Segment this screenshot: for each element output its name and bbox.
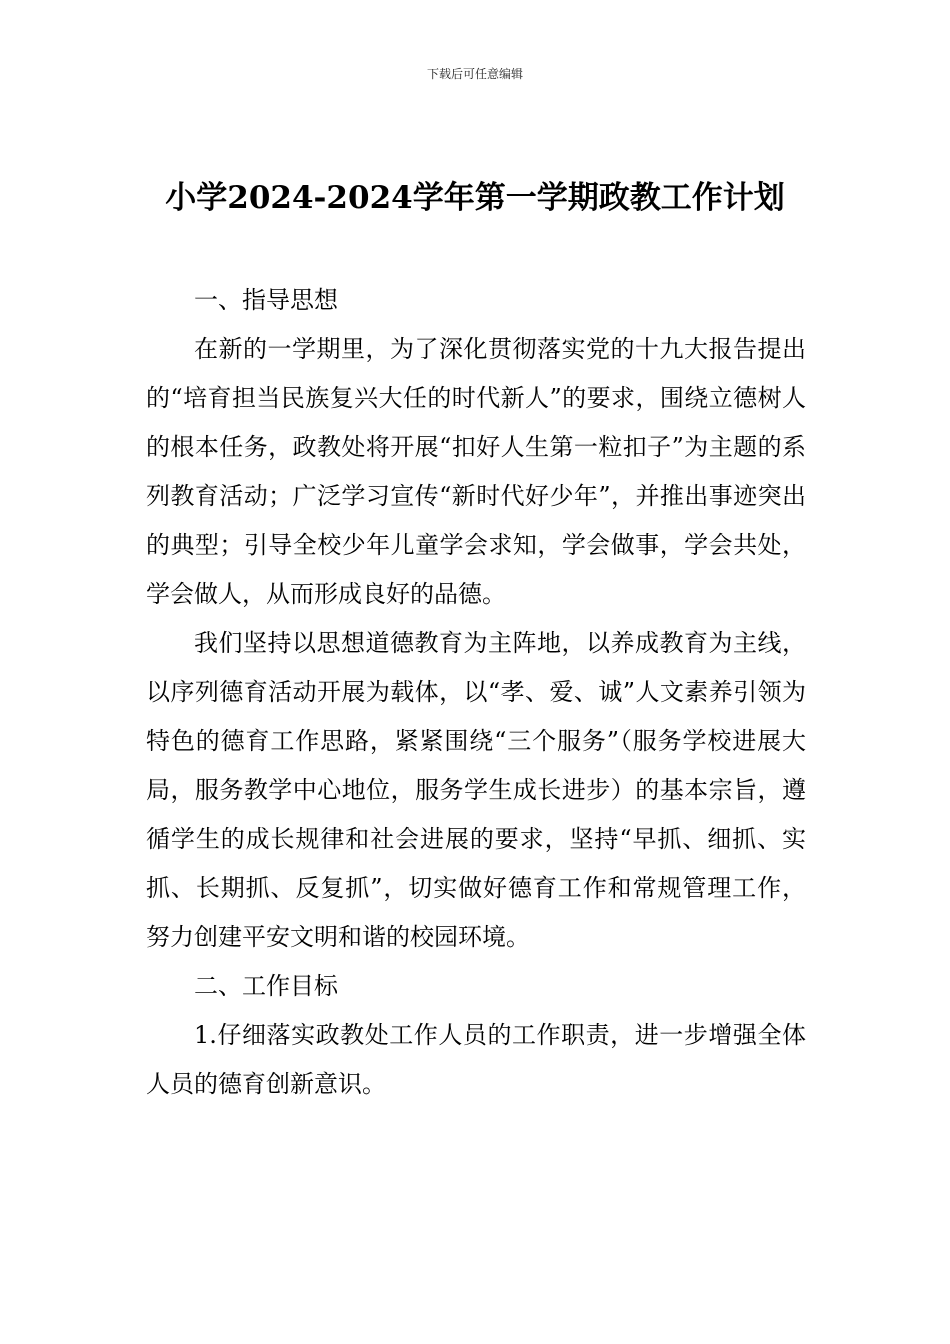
section-heading-work-goals: 二、工作目标	[194, 972, 338, 1000]
section-heading-guiding-ideology: 一、指导思想	[194, 286, 338, 314]
body-paragraph: 在新的一学期里，为了深化贯彻落实党的十九大报告提出的“培育担当民族复兴大任的时代新人”的要求，围绕立德树人的根本任务，政教处将开展“扣好人生第一粒扣子”为主题的系列教育活动；广泛学习宣传“新时代好少年”，并推出事迹突出的典型；引导全校少年儿童学会求知，学会做事，学会共处，学会做人，从而形成良好的品德。	[146, 335, 806, 608]
body-paragraph: 我们坚持以思想道德教育为主阵地，以养成教育为主线，以序列德育活动开展为载体，以“孝、爱、诚”人文素养引领为特色的德育工作思路，紧紧围绕“三个服务”（服务学校进展大局，服务教学中心地位，服务学生成长进步）的基本宗旨，遵循学生的成长规律和社会进展的要求，坚持“早抓、细抓、实抓、长期抓、反复抓”，切实做好德育工作和常规管理工作，努力创建平安文明和谐的校园环境。	[146, 629, 806, 951]
document-body	[146, 276, 806, 1109]
body-paragraph: 1.仔细落实政教处工作人员的工作职责，进一步增强全体人员的德育创新意识。	[146, 1021, 806, 1098]
page-header-note: 下载后可任意编辑	[426, 67, 523, 81]
document-title: 小学2024-2024学年第一学期政教工作计划	[165, 180, 785, 216]
